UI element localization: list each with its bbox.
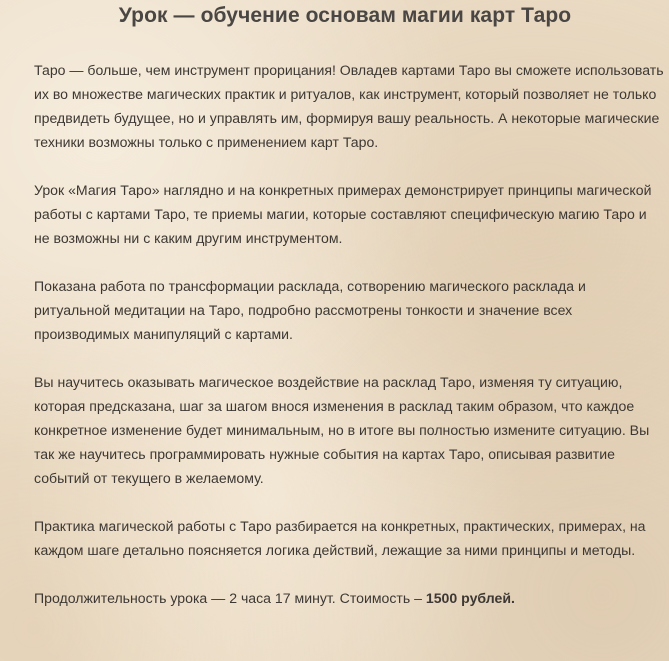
price-value: 1500 рублей.: [425, 590, 515, 606]
paragraph-practice: Практика магической работы с Таро разбирается на конкретных, практических, примерах, на каждом шаге детально поясняется логика действий, лежащие за ними принципы и методы.: [34, 518, 646, 558]
page-title: Урок — обучение основам магии карт Таро: [118, 4, 572, 27]
paragraph-techniques: Показана работа по трансформации расклада, сотворению магического расклада и ритуальной медитации на Таро, подробно рассмотрены тонкости и значение всех производимых манипуляций с картами.: [34, 278, 586, 342]
paragraph-skills: Вы научитесь оказывать магическое воздействие на расклад Таро, изменяя ту ситуацию, которая предсказана, шаг за шагом внося изменения в расклад таким образом, что каждое конкретное изменение будет минимальным, но в итоге вы полностью измените ситуацию. Вы так же научитесь программировать нужные события на картах Таро, описывая развитие событий от текущего в желаемому.: [34, 374, 650, 486]
lesson-description: [34, 58, 664, 610]
paragraph-duration-price: [34, 586, 664, 610]
paragraph-intro: Таро — больше, чем инструмент прорицания! Овладев картами Таро вы сможете использовать их во множестве магических практик и ритуалов, как инструмент, который позволяет не только предвидеть будущее, но и управлять им, формируя вашу реальность. А некоторые магические техники возможны только с применением карт Таро.: [34, 62, 664, 150]
paragraph-lesson-overview: Урок «Магия Таро» наглядно и на конкретных примерах демонстрирует принципы магической работы с картами Таро, те приемы магии, которые составляют специфическую магию Таро и не возможны ни с каким другим инструментом.: [34, 182, 652, 246]
duration-text: Продолжительность урока — 2 часа 17 минут. Стоимость –: [34, 590, 426, 606]
